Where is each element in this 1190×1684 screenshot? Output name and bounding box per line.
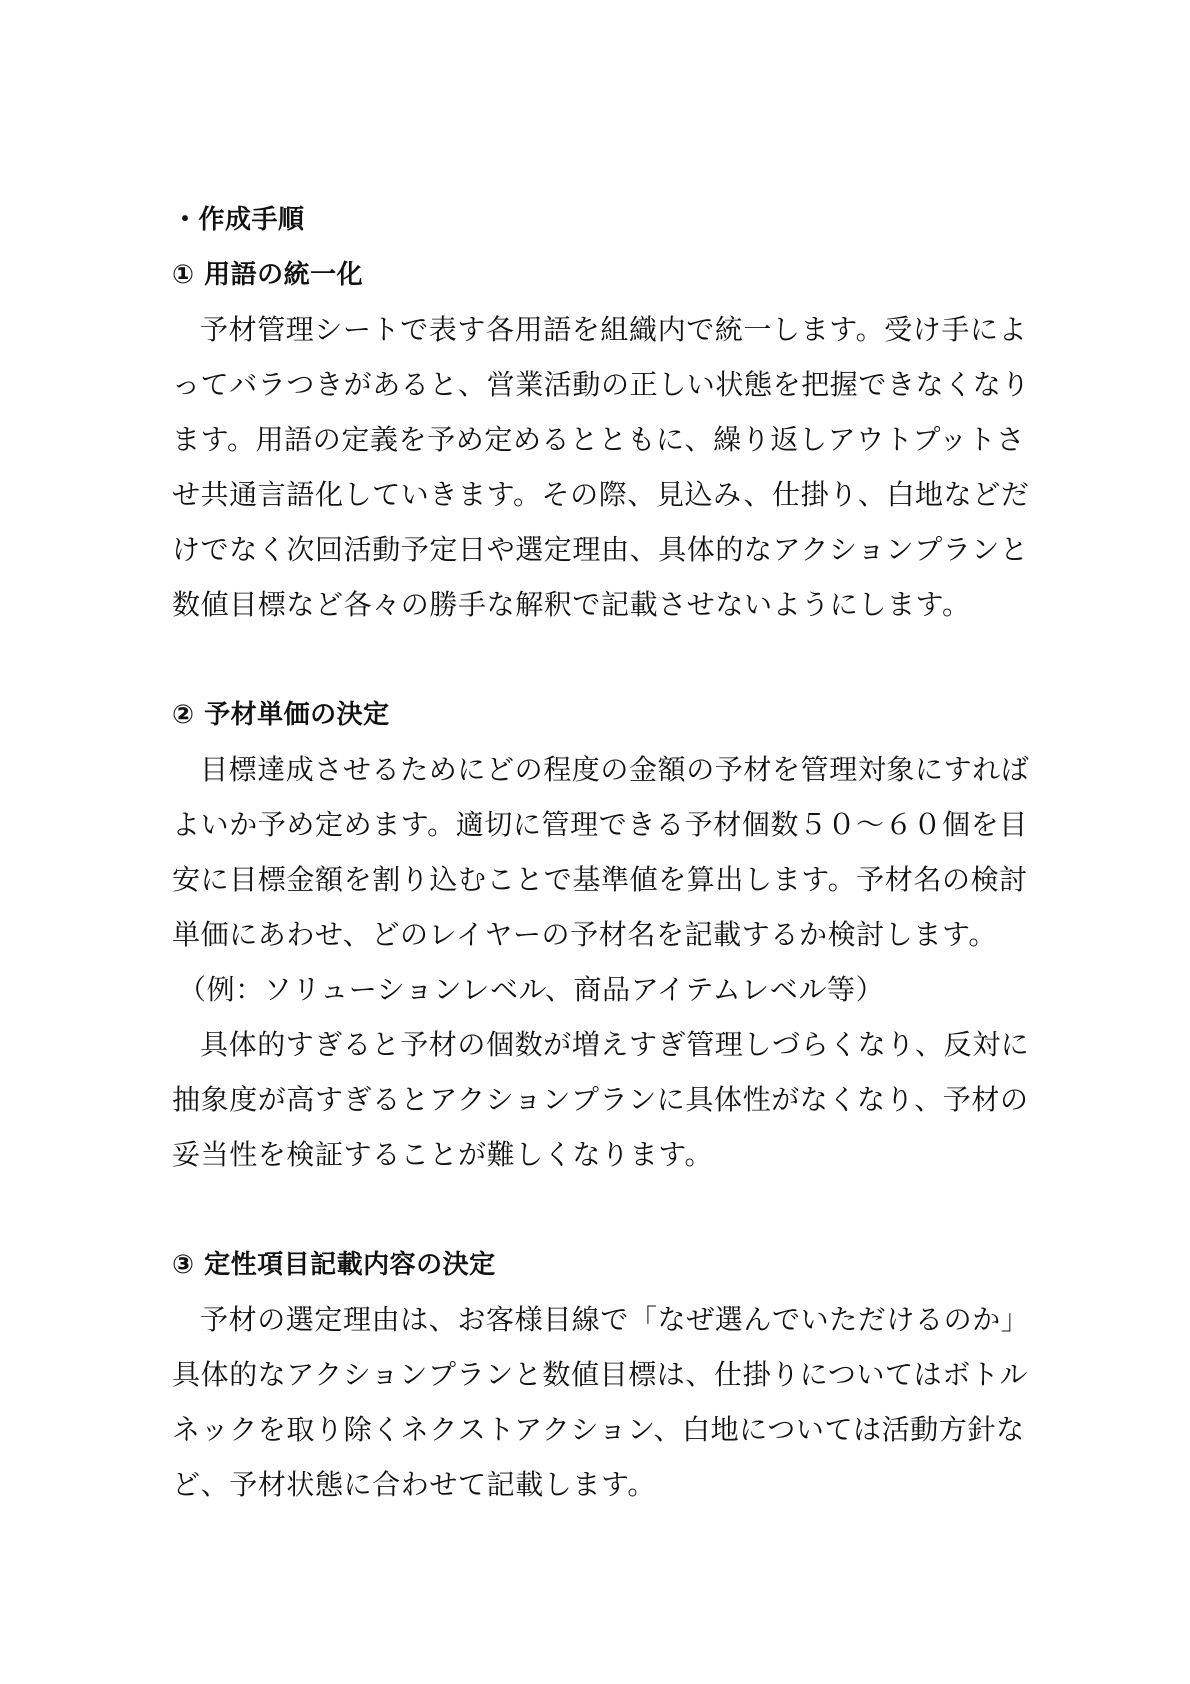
- paragraph-line-example: （例：ソリューションレベル、商品アイテムレベル等）: [178, 973, 885, 1006]
- paragraph-line: 安に目標金額を割り込むことで基準値を算出します。予材名の検討: [172, 863, 1028, 896]
- paragraph-line: 具体的なアクションプランと数値目標は、仕掛りについてはボトル: [172, 1358, 1029, 1391]
- paragraph-line: 予材管理シートで表す各用語を組織内で統一します。受け手によ: [200, 313, 1028, 346]
- paragraph-line: ます。用語の定義を予め定めるとともに、繰り返しアウトプットさ: [172, 423, 1025, 456]
- paragraph-line: ネックを取り除くネクストアクション、白地については活動方針な: [172, 1413, 1025, 1446]
- paragraph-line: 妥当性を検証することが難しくなります。: [172, 1138, 714, 1171]
- paragraph-line: ど、予材状態に合わせて記載します。: [172, 1468, 656, 1501]
- section-heading-terminology: ① 用語の統一化: [172, 260, 364, 290]
- paragraph-line: けでなく次回活動予定日や選定理由、具体的なアクションプランと: [172, 533, 1029, 566]
- paragraph-line: 予材の選定理由は、お客様目線で「なぜ選んでいただけるのか」: [200, 1303, 1030, 1336]
- paragraph-line: 単価にあわせ、どのレイヤーの予材名を記載するか検討します。: [172, 918, 997, 951]
- paragraph-line: 具体的すぎると予材の個数が増えすぎ管理しづらくなり、反対に: [200, 1028, 1030, 1061]
- paragraph-line: 目標達成させるためにどの程度の金額の予材を管理対象にすれば: [200, 753, 1030, 786]
- paragraph-line: せ共通言語化していきます。その際、見込み、仕掛り、白地などだ: [172, 478, 1030, 511]
- document-title: ・作成手順: [172, 205, 305, 235]
- paragraph-line: ってバラつきがあると、営業活動の正しい状態を把握できなくなり: [172, 368, 1031, 401]
- section-heading-unit-price: ② 予材単価の決定: [172, 700, 390, 730]
- section-heading-qualitative-items: ③ 定性項目記載内容の決定: [172, 1250, 496, 1280]
- paragraph-line: 抽象度が高すぎるとアクションプランに具体性がなくなり、予材の: [172, 1083, 1029, 1116]
- paragraph-line: よいか予め定めます。適切に管理できる予材個数５０～６０個を目: [172, 808, 1028, 841]
- paragraph-line: 数値目標など各々の勝手な解釈で記載させないようにします。: [172, 588, 971, 621]
